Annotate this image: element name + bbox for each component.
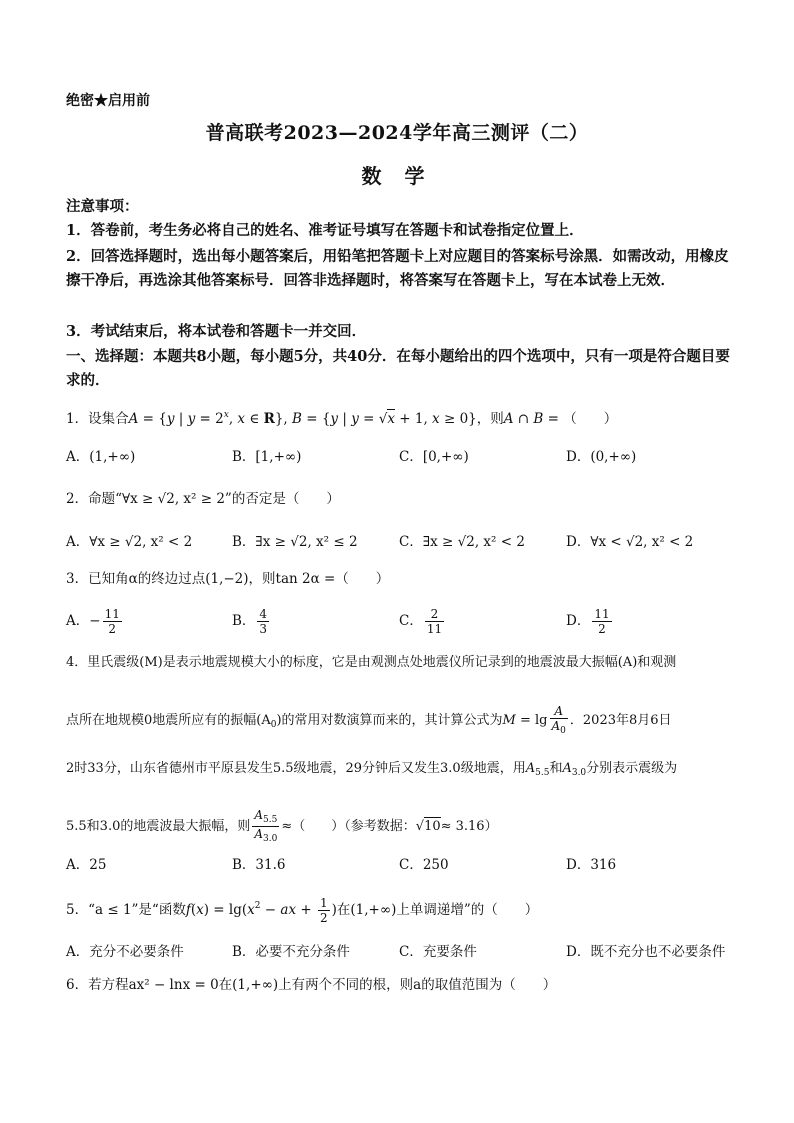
question-text: ≈ 3.16）	[440, 819, 498, 834]
question-number: 4．	[66, 655, 88, 670]
question-text: “a ≤ 1”是“函数	[88, 902, 186, 918]
numerator: 11	[594, 607, 610, 621]
question-text: 分别表示震级为	[586, 761, 678, 776]
notes-heading: 注意事项：	[66, 198, 139, 215]
question-text: 在(1,+∞)上单调递增”的（ ）	[336, 902, 539, 918]
option-c[interactable]: C．充要条件	[399, 944, 477, 960]
denominator: 2	[108, 622, 117, 636]
option-a[interactable]: A．∀x ≥ √2, x² < 2	[66, 534, 193, 550]
question-5-options	[66, 937, 736, 967]
sqrt-reference: √10	[415, 819, 441, 834]
question-number: 5．	[66, 902, 89, 918]
question-text: ．2023年8月6日	[569, 713, 672, 728]
intersection-expression: A ∩ B =	[503, 411, 564, 427]
option-fraction	[257, 607, 269, 636]
question-2-options	[66, 527, 736, 557]
question-6	[66, 974, 736, 996]
amplitude-symbols: $A_{5.5}$和$A_{3.0}$	[525, 761, 587, 778]
question-1-options	[66, 442, 736, 472]
question-number: 3．	[66, 571, 89, 587]
numerator: 2	[425, 607, 444, 622]
option-d[interactable]: D．∀x < √2, x² < 2	[566, 534, 694, 550]
option-d[interactable]	[566, 606, 614, 636]
question-text: 点所在地规模0地震所应有的振幅(A	[66, 713, 271, 728]
option-a[interactable]: A．充分不必要条件	[66, 944, 184, 960]
option-c[interactable]: C．[0,+∞)	[399, 449, 469, 465]
option-d[interactable]: D．(0,+∞)	[566, 449, 637, 465]
question-text: ，则	[476, 411, 504, 427]
denominator: 11	[426, 622, 443, 636]
notes-item-3: 3．考试结束后，将本试卷和答题卡一并交回．	[66, 323, 367, 340]
question-number: 2．	[66, 491, 89, 507]
denominator: 3	[259, 622, 268, 636]
denominator: 2	[598, 622, 606, 636]
amplitude-ratio: $\frac{A_{5.5}}{A_{3.0}}$	[254, 808, 278, 844]
question-4-line-2	[66, 704, 736, 737]
question-4-line-1	[66, 652, 736, 674]
exam-title: 普高联考2023—2024学年高三测评（二）	[205, 122, 589, 144]
question-text: 若方程ax² − lnx = 0在(1,+∞)上有两个不同的根，则a的取值范围为（ ）	[88, 977, 557, 993]
question-5	[66, 895, 736, 925]
question-text: 已知角α的终边过点(1,−2)，则tan 2α =（ ）	[88, 571, 390, 587]
question-3-options	[66, 606, 736, 642]
question-4-line-4	[66, 808, 736, 845]
option-b[interactable]: B．31.6	[232, 857, 286, 873]
option-b[interactable]: B．∃x ≥ √2, x² ≤ 2	[232, 534, 358, 550]
magnitude-formula: M = lg $\frac{A}{A_0}$	[502, 704, 566, 736]
notes-item-1: 1．答卷前，考生务必将自己的姓名、准考证号填写在答题卡和试卷指定位置上．	[66, 222, 584, 239]
option-fraction	[592, 607, 611, 636]
confidential-label: 绝密★启用前	[66, 93, 150, 109]
notes-item-2: 2．回答选择题时，选出每小题答案后，用铅笔把答题卡上对应题目的答案标号涂黑．如需改动，用橡皮擦干净后，再选涂其他答案标号．回答非选择题时，将答案写在答题卡上，写在本试卷上无效．	[66, 248, 729, 289]
option-label: D．	[566, 613, 591, 629]
question-text: )的常用对数演算而来的，其计算公式为	[276, 713, 503, 728]
option-label: B．	[232, 613, 256, 629]
question-text: 命题“∀x ≥ √2, x² ≥ 2”的否定是（ ）	[88, 491, 340, 507]
question-number: 6．	[66, 977, 89, 993]
option-a[interactable]	[66, 606, 124, 636]
question-text: 5.5和3.0的地震波最大振幅，则	[66, 819, 251, 834]
question-text: 设集合	[88, 411, 129, 427]
option-b[interactable]	[232, 606, 271, 636]
set-expression: A = {y | $y = 2^x$, x ∈ R}, B = {y | y = √x + 1, x ≥ 0}	[128, 410, 477, 427]
question-text: ≈（ ）（参考数据：	[281, 819, 416, 834]
option-c[interactable]: C．∃x ≥ √2, x² < 2	[399, 534, 525, 550]
question-1	[66, 404, 736, 430]
question-text: 2时33分，山东省德州市平原县发生5.5级地震，29分钟后又发生3.0级地震，用	[66, 761, 526, 776]
question-3	[66, 568, 736, 590]
option-label: C．	[399, 613, 423, 629]
option-sign: −	[89, 613, 101, 629]
option-b[interactable]: B．必要不充分条件	[232, 944, 350, 960]
option-a[interactable]: A．25	[66, 857, 107, 873]
exam-subject: 数 学	[361, 164, 433, 188]
section-1-heading: 一、选择题：本题共8小题，每小题5分，共40分．在每小题给出的四个选项中，只有一项是符合题目要求的．	[66, 348, 730, 389]
option-label: A．	[66, 613, 90, 629]
numerator: 11	[104, 607, 120, 621]
question-4-line-3	[66, 758, 736, 784]
option-c[interactable]	[399, 606, 446, 636]
option-c[interactable]: C．250	[399, 857, 449, 873]
question-number: 1．	[66, 411, 89, 427]
subscript: 0	[270, 720, 277, 730]
option-fraction	[103, 607, 122, 636]
function-expression: $f(x) = \lg(x^2$ − ax + $\frac{1}{2}$ )	[185, 896, 337, 925]
option-d[interactable]: D．既不充分也不必要条件	[566, 944, 726, 960]
question-4-options	[66, 850, 736, 880]
question-text: 里氏震级(M)是表示地震规模大小的标度，它是由观测点处地震仪所记录到的地震波最大振幅(A)和观测	[87, 655, 677, 670]
option-b[interactable]: B．[1,+∞)	[232, 449, 302, 465]
answer-blank: （ ）	[563, 411, 618, 427]
option-a[interactable]: A．(1,+∞)	[66, 449, 136, 465]
option-d[interactable]: D．316	[566, 857, 617, 873]
numerator: 4	[259, 607, 268, 621]
option-fraction	[425, 607, 444, 636]
question-2	[66, 488, 736, 510]
